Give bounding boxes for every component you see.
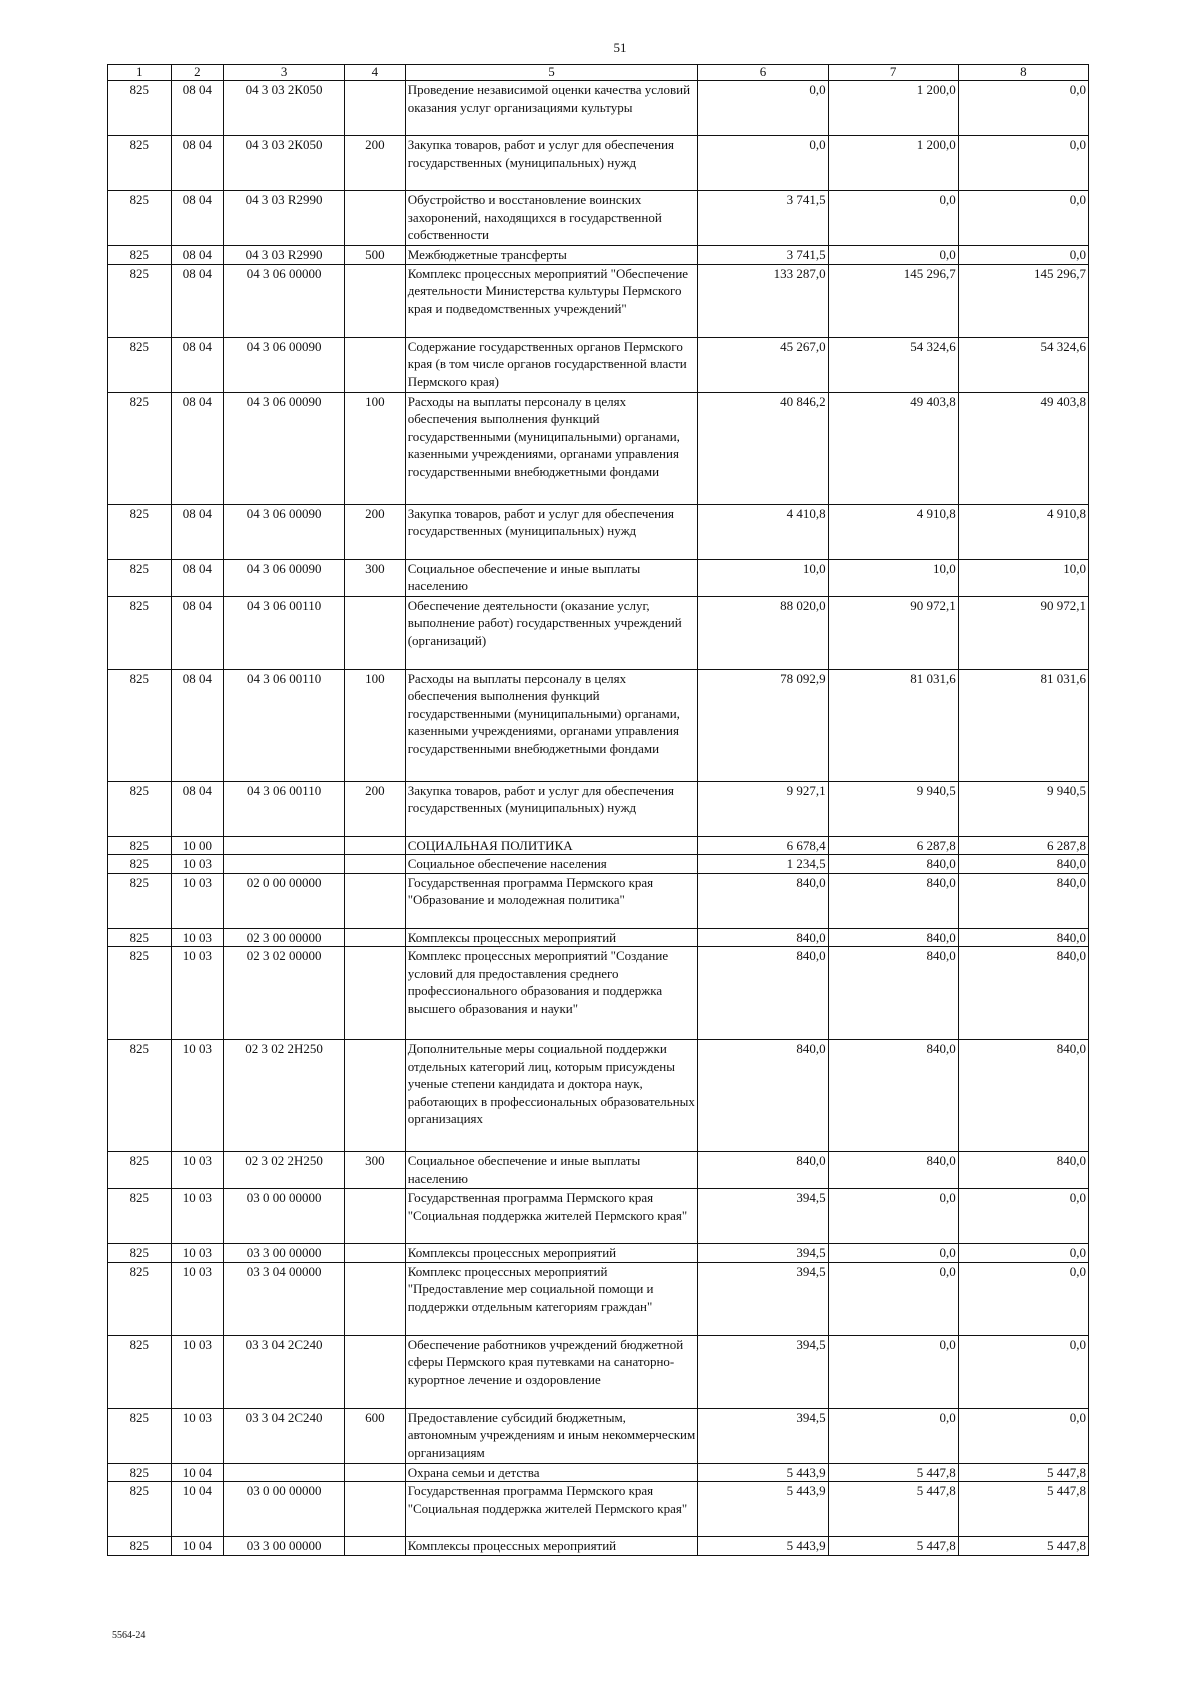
cell-section-code: 08 04 xyxy=(171,81,223,136)
cell-amount-3: 0,0 xyxy=(958,1262,1088,1335)
cell-amount-3: 0,0 xyxy=(958,1408,1088,1463)
cell-admin-code: 825 xyxy=(108,1262,172,1335)
cell-amount-3: 5 447,8 xyxy=(958,1537,1088,1556)
cell-target-code: 04 3 06 00110 xyxy=(224,596,345,669)
cell-description: Межбюджетные трансферты xyxy=(405,246,698,265)
cell-amount-3: 840,0 xyxy=(958,947,1088,1040)
cell-amount-2: 4 910,8 xyxy=(828,504,958,559)
cell-amount-1: 10,0 xyxy=(698,559,828,596)
cell-amount-1: 394,5 xyxy=(698,1189,828,1244)
table-row xyxy=(108,836,1089,855)
cell-target-code: 02 3 02 00000 xyxy=(224,947,345,1040)
cell-amount-3: 49 403,8 xyxy=(958,392,1088,504)
cell-description: Закупка товаров, работ и услуг для обеспечения государственных (муниципальных) нужд xyxy=(405,781,698,836)
cell-description: СОЦИАЛЬНАЯ ПОЛИТИКА xyxy=(405,836,698,855)
table-row xyxy=(108,81,1089,136)
cell-amount-3: 0,0 xyxy=(958,246,1088,265)
cell-admin-code: 825 xyxy=(108,191,172,246)
cell-target-code: 03 0 00 00000 xyxy=(224,1189,345,1244)
cell-expense-type xyxy=(345,836,406,855)
cell-target-code: 02 3 02 2Н250 xyxy=(224,1040,345,1152)
cell-description: Расходы на выплаты персоналу в целях обеспечения выполнения функций государственными (муниципальными) органами, казенными учреждениями, органами управления государственными внебюджетными фондами xyxy=(405,392,698,504)
cell-section-code: 10 04 xyxy=(171,1537,223,1556)
cell-amount-2: 145 296,7 xyxy=(828,264,958,337)
cell-amount-1: 840,0 xyxy=(698,947,828,1040)
cell-amount-2: 840,0 xyxy=(828,855,958,874)
cell-target-code: 03 0 00 00000 xyxy=(224,1482,345,1537)
cell-amount-1: 5 443,9 xyxy=(698,1463,828,1482)
cell-amount-2: 840,0 xyxy=(828,947,958,1040)
table-row xyxy=(108,136,1089,191)
cell-admin-code: 825 xyxy=(108,337,172,392)
cell-amount-3: 0,0 xyxy=(958,81,1088,136)
cell-admin-code: 825 xyxy=(108,1335,172,1408)
table-row xyxy=(108,855,1089,874)
cell-expense-type xyxy=(345,1482,406,1537)
table-row xyxy=(108,1463,1089,1482)
cell-target-code xyxy=(224,836,345,855)
cell-section-code: 10 04 xyxy=(171,1482,223,1537)
table-row xyxy=(108,1537,1089,1556)
cell-section-code: 10 03 xyxy=(171,1152,223,1189)
cell-amount-3: 54 324,6 xyxy=(958,337,1088,392)
cell-amount-3: 4 910,8 xyxy=(958,504,1088,559)
cell-expense-type xyxy=(345,873,406,928)
cell-target-code: 04 3 03 R2990 xyxy=(224,246,345,265)
cell-amount-3: 9 940,5 xyxy=(958,781,1088,836)
cell-amount-3: 0,0 xyxy=(958,1335,1088,1408)
cell-target-code: 03 3 00 00000 xyxy=(224,1244,345,1263)
cell-description: Комплекс процессных мероприятий "Предоставление мер социальной помощи и поддержки отдельным категориям граждан" xyxy=(405,1262,698,1335)
cell-amount-2: 840,0 xyxy=(828,1040,958,1152)
cell-amount-1: 840,0 xyxy=(698,928,828,947)
cell-description: Закупка товаров, работ и услуг для обеспечения государственных (муниципальных) нужд xyxy=(405,504,698,559)
cell-admin-code: 825 xyxy=(108,836,172,855)
cell-admin-code: 825 xyxy=(108,1482,172,1537)
cell-description: Государственная программа Пермского края "Социальная поддержка жителей Пермского края" xyxy=(405,1189,698,1244)
cell-section-code: 10 03 xyxy=(171,928,223,947)
table-row xyxy=(108,392,1089,504)
cell-amount-2: 54 324,6 xyxy=(828,337,958,392)
cell-description: Обеспечение деятельности (оказание услуг, выполнение работ) государственных учреждений (организаций) xyxy=(405,596,698,669)
cell-section-code: 10 04 xyxy=(171,1463,223,1482)
cell-expense-type xyxy=(345,1262,406,1335)
cell-amount-1: 840,0 xyxy=(698,1152,828,1189)
cell-description: Государственная программа Пермского края "Социальная поддержка жителей Пермского края" xyxy=(405,1482,698,1537)
cell-expense-type: 600 xyxy=(345,1408,406,1463)
cell-expense-type xyxy=(345,1463,406,1482)
cell-section-code: 10 03 xyxy=(171,873,223,928)
cell-amount-1: 88 020,0 xyxy=(698,596,828,669)
cell-amount-2: 840,0 xyxy=(828,928,958,947)
cell-expense-type: 200 xyxy=(345,781,406,836)
table-row xyxy=(108,928,1089,947)
cell-amount-1: 394,5 xyxy=(698,1244,828,1263)
col-header-2: 2 xyxy=(171,65,223,81)
cell-amount-2: 0,0 xyxy=(828,1189,958,1244)
cell-admin-code: 825 xyxy=(108,873,172,928)
cell-amount-3: 840,0 xyxy=(958,855,1088,874)
cell-admin-code: 825 xyxy=(108,855,172,874)
cell-description: Комплексы процессных мероприятий xyxy=(405,1537,698,1556)
cell-section-code: 08 04 xyxy=(171,559,223,596)
table-row xyxy=(108,1482,1089,1537)
cell-amount-1: 840,0 xyxy=(698,1040,828,1152)
cell-admin-code: 825 xyxy=(108,928,172,947)
cell-amount-3: 145 296,7 xyxy=(958,264,1088,337)
cell-section-code: 10 00 xyxy=(171,836,223,855)
cell-amount-2: 5 447,8 xyxy=(828,1463,958,1482)
cell-expense-type: 200 xyxy=(345,504,406,559)
table-row xyxy=(108,264,1089,337)
col-header-3: 3 xyxy=(224,65,345,81)
cell-target-code xyxy=(224,1463,345,1482)
cell-amount-1: 6 678,4 xyxy=(698,836,828,855)
cell-amount-1: 1 234,5 xyxy=(698,855,828,874)
cell-expense-type xyxy=(345,1335,406,1408)
cell-target-code: 04 3 06 00090 xyxy=(224,337,345,392)
cell-description: Комплекс процессных мероприятий "Создание условий для предоставления среднего профессионального образования и поддержка высшего образования и науки" xyxy=(405,947,698,1040)
cell-expense-type: 500 xyxy=(345,246,406,265)
cell-expense-type xyxy=(345,855,406,874)
cell-admin-code: 825 xyxy=(108,264,172,337)
cell-section-code: 10 03 xyxy=(171,1262,223,1335)
table-row xyxy=(108,1040,1089,1152)
cell-section-code: 08 04 xyxy=(171,392,223,504)
cell-amount-2: 840,0 xyxy=(828,1152,958,1189)
cell-section-code: 10 03 xyxy=(171,1335,223,1408)
cell-expense-type: 100 xyxy=(345,669,406,781)
cell-target-code: 04 3 06 00000 xyxy=(224,264,345,337)
cell-amount-2: 49 403,8 xyxy=(828,392,958,504)
cell-admin-code: 825 xyxy=(108,504,172,559)
cell-section-code: 10 03 xyxy=(171,1244,223,1263)
cell-target-code: 04 3 06 00090 xyxy=(224,504,345,559)
cell-amount-2: 5 447,8 xyxy=(828,1482,958,1537)
table-row xyxy=(108,669,1089,781)
cell-expense-type xyxy=(345,928,406,947)
cell-amount-2: 10,0 xyxy=(828,559,958,596)
cell-amount-2: 0,0 xyxy=(828,1244,958,1263)
col-header-1: 1 xyxy=(108,65,172,81)
cell-admin-code: 825 xyxy=(108,1189,172,1244)
cell-amount-2: 6 287,8 xyxy=(828,836,958,855)
cell-target-code: 03 3 04 2С240 xyxy=(224,1335,345,1408)
cell-admin-code: 825 xyxy=(108,781,172,836)
cell-amount-1: 78 092,9 xyxy=(698,669,828,781)
cell-target-code: 04 3 06 00110 xyxy=(224,781,345,836)
table-row xyxy=(108,1244,1089,1263)
cell-expense-type: 200 xyxy=(345,136,406,191)
cell-amount-2: 0,0 xyxy=(828,1262,958,1335)
col-header-8: 8 xyxy=(958,65,1088,81)
cell-description: Предоставление субсидий бюджетным, автономным учреждениям и иным некоммерческим организациям xyxy=(405,1408,698,1463)
cell-amount-1: 45 267,0 xyxy=(698,337,828,392)
col-header-7: 7 xyxy=(828,65,958,81)
cell-description: Расходы на выплаты персоналу в целях обеспечения выполнения функций государственными (муниципальными) органами, казенными учреждениями, органами управления государственными внебюджетными фондами xyxy=(405,669,698,781)
cell-amount-3: 10,0 xyxy=(958,559,1088,596)
cell-amount-1: 394,5 xyxy=(698,1335,828,1408)
cell-amount-1: 4 410,8 xyxy=(698,504,828,559)
cell-target-code: 02 3 02 2Н250 xyxy=(224,1152,345,1189)
cell-amount-1: 394,5 xyxy=(698,1262,828,1335)
table-row xyxy=(108,504,1089,559)
budget-table xyxy=(107,64,1089,1556)
cell-description: Содержание государственных органов Пермского края (в том числе органов государственной власти Пермского края) xyxy=(405,337,698,392)
cell-section-code: 08 04 xyxy=(171,504,223,559)
table-row xyxy=(108,596,1089,669)
cell-description: Государственная программа Пермского края "Образование и молодежная политика" xyxy=(405,873,698,928)
cell-target-code: 02 0 00 00000 xyxy=(224,873,345,928)
cell-description: Комплексы процессных мероприятий xyxy=(405,1244,698,1263)
cell-expense-type xyxy=(345,1040,406,1152)
cell-section-code: 10 03 xyxy=(171,1408,223,1463)
cell-target-code: 04 3 03 2К050 xyxy=(224,81,345,136)
cell-amount-2: 9 940,5 xyxy=(828,781,958,836)
cell-expense-type xyxy=(345,1537,406,1556)
cell-description: Обустройство и восстановление воинских захоронений, находящихся в государственной собственности xyxy=(405,191,698,246)
cell-section-code: 08 04 xyxy=(171,264,223,337)
cell-amount-3: 840,0 xyxy=(958,928,1088,947)
cell-amount-1: 5 443,9 xyxy=(698,1482,828,1537)
col-header-5: 5 xyxy=(405,65,698,81)
cell-amount-2: 90 972,1 xyxy=(828,596,958,669)
cell-target-code: 03 3 00 00000 xyxy=(224,1537,345,1556)
cell-admin-code: 825 xyxy=(108,1244,172,1263)
cell-description: Закупка товаров, работ и услуг для обеспечения государственных (муниципальных) нужд xyxy=(405,136,698,191)
cell-expense-type: 300 xyxy=(345,559,406,596)
cell-admin-code: 825 xyxy=(108,559,172,596)
cell-section-code: 10 03 xyxy=(171,855,223,874)
cell-amount-1: 5 443,9 xyxy=(698,1537,828,1556)
cell-target-code: 04 3 06 00090 xyxy=(224,559,345,596)
cell-section-code: 08 04 xyxy=(171,781,223,836)
cell-amount-1: 394,5 xyxy=(698,1408,828,1463)
cell-amount-3: 5 447,8 xyxy=(958,1482,1088,1537)
cell-section-code: 08 04 xyxy=(171,669,223,781)
cell-expense-type xyxy=(345,337,406,392)
cell-amount-3: 5 447,8 xyxy=(958,1463,1088,1482)
cell-description: Социальное обеспечение и иные выплаты населению xyxy=(405,1152,698,1189)
cell-amount-1: 840,0 xyxy=(698,873,828,928)
cell-target-code: 04 3 06 00110 xyxy=(224,669,345,781)
cell-admin-code: 825 xyxy=(108,596,172,669)
table-row xyxy=(108,559,1089,596)
table-row xyxy=(108,337,1089,392)
cell-admin-code: 825 xyxy=(108,669,172,781)
cell-admin-code: 825 xyxy=(108,1463,172,1482)
cell-section-code: 10 03 xyxy=(171,1189,223,1244)
cell-section-code: 08 04 xyxy=(171,596,223,669)
col-header-6: 6 xyxy=(698,65,828,81)
cell-target-code xyxy=(224,855,345,874)
document-id: 5564-24 xyxy=(112,1630,146,1641)
page-number: 51 xyxy=(613,40,627,55)
cell-description: Охрана семьи и детства xyxy=(405,1463,698,1482)
table-row xyxy=(108,1262,1089,1335)
cell-amount-2: 840,0 xyxy=(828,873,958,928)
cell-target-code: 03 3 04 2С240 xyxy=(224,1408,345,1463)
cell-admin-code: 825 xyxy=(108,947,172,1040)
table-body xyxy=(108,81,1089,1556)
cell-expense-type: 100 xyxy=(345,392,406,504)
cell-description: Комплекс процессных мероприятий "Обеспечение деятельности Министерства культуры Пермского края и подведомственных учреждений" xyxy=(405,264,698,337)
cell-section-code: 10 03 xyxy=(171,1040,223,1152)
cell-target-code: 04 3 06 00090 xyxy=(224,392,345,504)
cell-section-code: 08 04 xyxy=(171,246,223,265)
cell-amount-2: 1 200,0 xyxy=(828,136,958,191)
cell-section-code: 08 04 xyxy=(171,337,223,392)
table-header-row xyxy=(108,65,1089,81)
cell-admin-code: 825 xyxy=(108,1537,172,1556)
cell-amount-3: 840,0 xyxy=(958,873,1088,928)
cell-amount-3: 0,0 xyxy=(958,1244,1088,1263)
cell-amount-3: 0,0 xyxy=(958,191,1088,246)
cell-expense-type: 300 xyxy=(345,1152,406,1189)
cell-amount-3: 81 031,6 xyxy=(958,669,1088,781)
cell-section-code: 08 04 xyxy=(171,136,223,191)
col-header-4: 4 xyxy=(345,65,406,81)
cell-description: Обеспечение работников учреждений бюджетной сферы Пермского края путевками на санаторно-курортное лечение и оздоровление xyxy=(405,1335,698,1408)
cell-expense-type xyxy=(345,596,406,669)
table-row xyxy=(108,781,1089,836)
table-row xyxy=(108,1189,1089,1244)
cell-amount-2: 5 447,8 xyxy=(828,1537,958,1556)
cell-amount-1: 3 741,5 xyxy=(698,246,828,265)
cell-amount-2: 0,0 xyxy=(828,191,958,246)
cell-amount-1: 9 927,1 xyxy=(698,781,828,836)
cell-description: Дополнительные меры социальной поддержки отдельных категорий лиц, которым присуждены ученые степени кандидата и доктора наук, работающих в профессиональных образовательных организациях xyxy=(405,1040,698,1152)
cell-amount-1: 133 287,0 xyxy=(698,264,828,337)
cell-expense-type xyxy=(345,1244,406,1263)
cell-description: Социальное обеспечение и иные выплаты населению xyxy=(405,559,698,596)
cell-amount-3: 840,0 xyxy=(958,1152,1088,1189)
cell-admin-code: 825 xyxy=(108,1408,172,1463)
cell-target-code: 02 3 00 00000 xyxy=(224,928,345,947)
cell-expense-type xyxy=(345,947,406,1040)
cell-target-code: 03 3 04 00000 xyxy=(224,1262,345,1335)
table-row xyxy=(108,191,1089,246)
table-row xyxy=(108,947,1089,1040)
cell-admin-code: 825 xyxy=(108,136,172,191)
cell-amount-2: 0,0 xyxy=(828,1408,958,1463)
cell-admin-code: 825 xyxy=(108,392,172,504)
table-row xyxy=(108,873,1089,928)
cell-section-code: 10 03 xyxy=(171,947,223,1040)
cell-target-code: 04 3 03 R2990 xyxy=(224,191,345,246)
cell-expense-type xyxy=(345,264,406,337)
cell-amount-3: 0,0 xyxy=(958,136,1088,191)
cell-description: Социальное обеспечение населения xyxy=(405,855,698,874)
cell-amount-1: 40 846,2 xyxy=(698,392,828,504)
cell-amount-2: 0,0 xyxy=(828,1335,958,1408)
cell-amount-2: 1 200,0 xyxy=(828,81,958,136)
cell-expense-type xyxy=(345,81,406,136)
cell-section-code: 08 04 xyxy=(171,191,223,246)
cell-description: Проведение независимой оценки качества условий оказания услуг организациями культуры xyxy=(405,81,698,136)
cell-target-code: 04 3 03 2К050 xyxy=(224,136,345,191)
cell-amount-1: 0,0 xyxy=(698,136,828,191)
table-row xyxy=(108,1335,1089,1408)
cell-amount-3: 840,0 xyxy=(958,1040,1088,1152)
cell-amount-3: 6 287,8 xyxy=(958,836,1088,855)
table-row xyxy=(108,1408,1089,1463)
table-row xyxy=(108,246,1089,265)
cell-amount-1: 3 741,5 xyxy=(698,191,828,246)
cell-admin-code: 825 xyxy=(108,1040,172,1152)
cell-admin-code: 825 xyxy=(108,246,172,265)
cell-admin-code: 825 xyxy=(108,81,172,136)
cell-amount-3: 90 972,1 xyxy=(958,596,1088,669)
cell-description: Комплексы процессных мероприятий xyxy=(405,928,698,947)
table-row xyxy=(108,1152,1089,1189)
cell-amount-2: 81 031,6 xyxy=(828,669,958,781)
cell-amount-3: 0,0 xyxy=(958,1189,1088,1244)
cell-amount-2: 0,0 xyxy=(828,246,958,265)
cell-admin-code: 825 xyxy=(108,1152,172,1189)
cell-expense-type xyxy=(345,191,406,246)
cell-expense-type xyxy=(345,1189,406,1244)
cell-amount-1: 0,0 xyxy=(698,81,828,136)
